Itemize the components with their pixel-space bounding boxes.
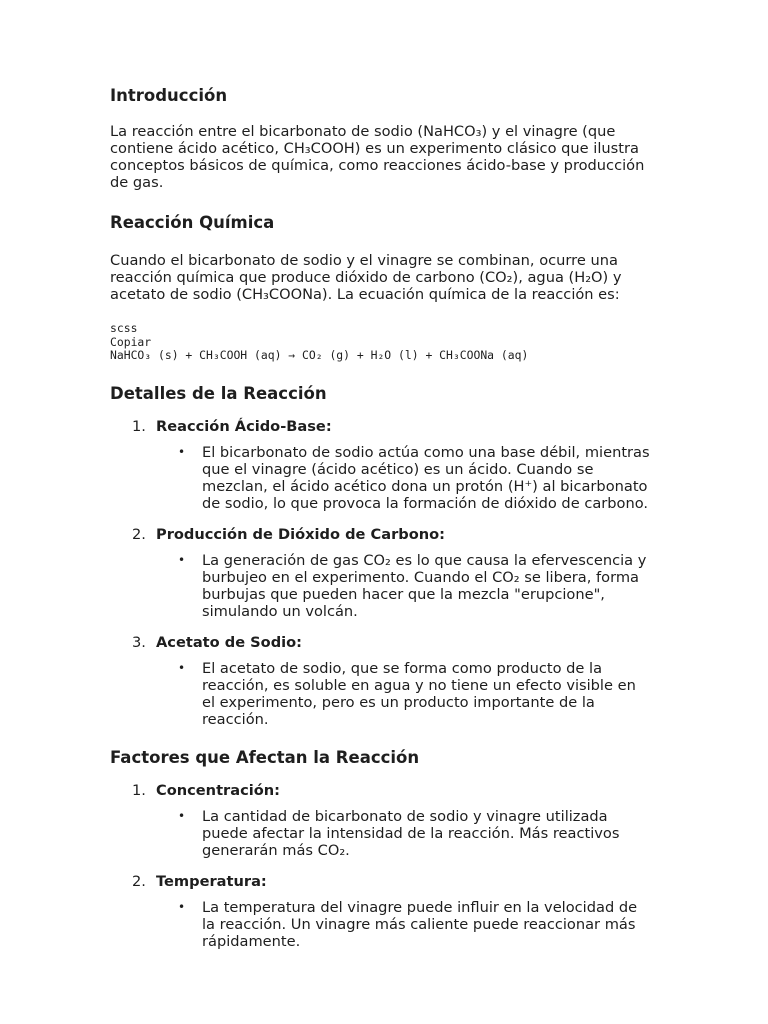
factors-heading: Factores que Afectan la Reacción <box>110 747 420 767</box>
sub-list <box>110 552 658 620</box>
details-heading: Detalles de la Reacción <box>110 383 327 403</box>
item-number: 1. <box>132 417 146 435</box>
sub-list <box>110 660 658 728</box>
list-item <box>110 634 658 728</box>
code-language-label: scss <box>110 321 138 335</box>
code-block <box>110 322 658 363</box>
item-title: Acetato de Sodio: <box>156 633 303 651</box>
item-text: La generación de gas CO₂ es lo que causa la efervescencia y burbujeo en el experimento. Cuando el CO₂ se libera, forma burbujas que pueden hacer que la mezcla "erupcione", simulando un volcán. <box>202 551 647 620</box>
reaction-heading: Reacción Química <box>110 213 275 232</box>
bullet-icon: • <box>178 660 186 675</box>
item-text: La cantidad de bicarbonato de sodio y vinagre utilizada puede afectar la intensidad de la reacción. Más reactivos generarán más CO₂. <box>202 807 620 859</box>
bullet-icon: • <box>178 444 186 459</box>
reaction-paragraph: Cuando el bicarbonato de sodio y el vinagre se combinan, ocurre una reacción química que produce dióxido de carbono (CO₂), agua (H₂O) y acetato de sodio (CH₃COONa). La ecuación química de la reacción es: <box>110 252 622 303</box>
list-item <box>110 873 658 950</box>
item-text: La temperatura del vinagre puede influir en la velocidad de la reacción. Un vinagre más caliente puede reaccionar más rápidamente. <box>202 898 638 950</box>
item-title: Producción de Dióxido de Carbono: <box>156 525 445 543</box>
sub-list-item <box>178 551 652 620</box>
item-title: Concentración: <box>156 781 280 799</box>
chemical-equation: NaHCO₃ (s) + CH₃COOH (aq) → CO₂ (g) + H₂O (l) + CH₃COONa (aq) <box>110 348 529 362</box>
item-text: El bicarbonato de sodio actúa como una base débil, mientras que el vinagre (ácido acético) es un ácido. Cuando se mezclan, el ácido acético dona un protón (H⁺) al bicarbonato de sodio, lo que provoca la formación de dióxido de carbono. <box>202 443 650 512</box>
sub-list <box>110 899 658 950</box>
bullet-icon: • <box>178 552 186 567</box>
factors-list <box>110 782 658 950</box>
item-title: Reacción Ácido-Base: <box>156 417 332 435</box>
bullet-icon: • <box>178 899 186 914</box>
item-number: 2. <box>132 525 146 543</box>
intro-heading: Introducción <box>110 86 228 105</box>
sub-list-item <box>178 807 652 859</box>
item-number: 1. <box>132 781 146 799</box>
list-item <box>110 418 658 512</box>
details-list <box>110 418 658 728</box>
item-number: 3. <box>132 633 146 651</box>
list-item <box>110 526 658 620</box>
sub-list-item <box>178 659 652 728</box>
bullet-icon: • <box>178 808 186 823</box>
list-item <box>110 782 658 859</box>
sub-list <box>110 808 658 859</box>
item-title: Temperatura: <box>156 872 267 890</box>
intro-paragraph: La reacción entre el bicarbonato de sodio (NaHCO₃) y el vinagre (que contiene ácido acético, CH₃COOH) es un experimento clásico que ilustra conceptos básicos de química, como reacciones ácido-base y producción de gas. <box>110 123 645 191</box>
sub-list <box>110 444 658 512</box>
sub-list-item <box>178 443 652 512</box>
copy-code-button[interactable]: Copiar <box>110 334 152 349</box>
item-number: 2. <box>132 872 146 890</box>
item-text: El acetato de sodio, que se forma como producto de la reacción, es soluble en agua y no tiene un efecto visible en el experimento, pero es un producto importante de la reacción. <box>202 659 636 728</box>
sub-list-item <box>178 898 652 950</box>
